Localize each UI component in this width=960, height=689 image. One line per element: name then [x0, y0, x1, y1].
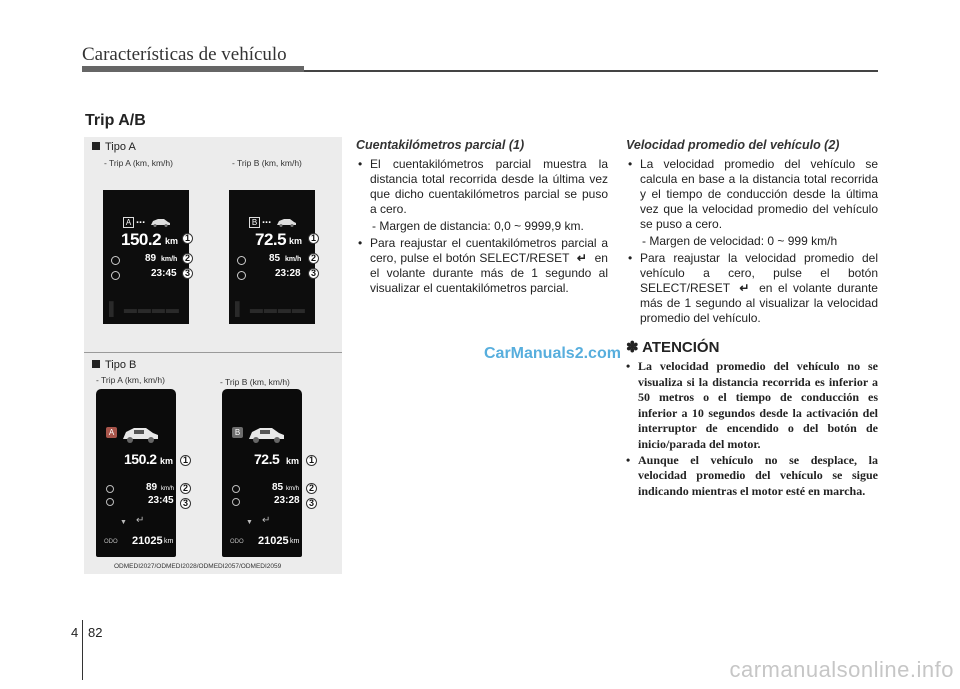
distance-unit: km [160, 456, 174, 466]
avg-speed: 85 [272, 482, 284, 493]
trip-distance: 150.2 [124, 451, 157, 467]
figure-divider [84, 352, 342, 353]
avg-speed: 85 [269, 253, 281, 264]
distance-unit: km [165, 236, 179, 246]
callout-2: 2 [180, 483, 191, 494]
header-rule-thin [304, 70, 878, 72]
attention-bullet-1: • La velocidad promedio del vehículo no se visualiza si la distancia recorrida es inferior a 50 metros o el tiempo de conducción es inferior a 10 segundos desde la activación del interruptor de encendido o del botón de inicio/parada del motor. [626, 359, 878, 453]
distance-unit: km [289, 236, 303, 246]
type-b-label: Tipo B [92, 359, 136, 371]
enter-icon: ↵ [576, 251, 587, 265]
car-icon [120, 425, 160, 443]
page-number: 82 [88, 625, 103, 640]
avg-speed-bullet-1: • La velocidad promedio del vehículo se calcula en base a la distancia total recorrida y el tiempo de conducción desde la última vez que la velocidad promedio del vehículo se puso a cero. [626, 157, 878, 232]
car-icon [246, 425, 286, 443]
type-b-trip-b-screen [222, 389, 302, 557]
down-arrow-icon: ▼ [120, 519, 127, 526]
callout-3: 3 [182, 268, 193, 279]
trip-odometer-bullet-2: • Para reajustar el cuentakilómetros parcial a cero, pulse el botón SELECT/RESET ↵ en el volante durante más de 1 segundo al visualizar el cuentakilómetros parcial. [356, 236, 608, 296]
type-a-label: Tipo A [92, 141, 136, 153]
section-title: Trip A/B [85, 112, 146, 129]
callout-2: 2 [182, 253, 193, 264]
type-b-trip-a-screen [96, 389, 176, 557]
trip-a-badge: A [106, 427, 117, 438]
type-a-sub-left: - Trip A (km, km/h) [104, 158, 173, 168]
trip-dots: ... [136, 214, 146, 226]
odo-unit: km [290, 538, 300, 545]
type-a-sub-right: - Trip B (km, km/h) [232, 158, 302, 168]
drive-time: 23:28 [274, 495, 300, 506]
speed-gauge-icon [111, 256, 120, 265]
enter-icon: ↵ [739, 281, 750, 295]
avg-speed-bullet-2: • Para reajustar la velocidad promedio del vehículo a cero, pulse el botón SELECT/RESET ↵ en el volante durante más de 1 segundo al visualizar la velocidad promedio del vehículo. [626, 251, 878, 326]
avg-speed: 89 [146, 482, 158, 493]
callout-1: 1 [182, 233, 193, 244]
distance-range: - Margen de distancia: 0,0 ~ 9999,9 km. [372, 219, 584, 233]
trip-distance: 72.5 [255, 230, 287, 249]
trip-distance: 150.2 [121, 230, 162, 249]
header-rule [82, 66, 304, 72]
odo-label: ODO [230, 539, 244, 545]
type-b-sub-left: - Trip A (km, km/h) [96, 375, 165, 385]
callout-3: 3 [180, 498, 191, 509]
attention-title: ✽ ATENCIÓN [626, 339, 720, 356]
drive-time: 23:45 [151, 268, 177, 279]
trip-dots: ... [262, 214, 272, 226]
distance-unit: km [286, 456, 300, 466]
car-icon [275, 218, 297, 227]
trip-distance: 72.5 [254, 451, 280, 467]
callout-2: 2 [306, 483, 317, 494]
attention-bullet-2: • Aunque el vehículo no se desplace, la velocidad promedio del vehículo se sigue indicando mientras el motor esté en marcha. [626, 453, 878, 500]
odo-unit: km [164, 538, 174, 545]
page-rule [82, 620, 83, 680]
speed-unit: km/h [161, 256, 178, 263]
callout-1: 1 [180, 455, 191, 466]
site-watermark: carmanualsonline.info [729, 657, 954, 682]
chapter-number: 4 [71, 625, 79, 640]
trip-b-badge: B [232, 427, 243, 438]
trip-odometer-heading: Cuentakilómetros parcial (1) [356, 138, 525, 152]
avg-speed-heading: Velocidad promedio del vehículo (2) [626, 138, 840, 152]
type-b-sub-right: - Trip B (km, km/h) [220, 377, 290, 387]
trip-b-badge: B [249, 217, 260, 228]
trip-odometer-bullet-1: • El cuentakilómetros parcial muestra la distancia total recorrida desde la última vez que dicho cuentakilómetros parcial se puso a cero. [356, 157, 608, 217]
drive-time: 23:28 [275, 268, 301, 279]
speed-range: - Margen de velocidad: 0 ~ 999 km/h [642, 234, 838, 248]
avg-speed: 89 [145, 253, 157, 264]
clock-icon [237, 271, 246, 280]
speed-gauge-icon [232, 485, 240, 493]
speed-unit: km/h [161, 486, 175, 492]
square-icon [92, 360, 100, 368]
callout-3: 3 [308, 268, 319, 279]
trip-a-badge: A [123, 217, 134, 228]
callout-1: 1 [306, 455, 317, 466]
car-icon [149, 218, 171, 227]
clock-icon [106, 498, 114, 506]
down-arrow-icon: ▼ [246, 519, 253, 526]
odo-value: 21025 [258, 535, 289, 547]
enter-icon: ↵ [136, 515, 145, 526]
square-icon [92, 142, 100, 150]
clock-icon [232, 498, 240, 506]
speed-gauge-icon [237, 256, 246, 265]
callout-2: 2 [308, 253, 319, 264]
type-a-trip-a-screen [103, 190, 189, 324]
speed-unit: km/h [286, 486, 300, 492]
figure-code: ODMEDI2027/ODMEDI2028/ODMEDI2057/ODMEDI2059 [114, 563, 282, 570]
ghost-bar: ▌ ▬▬▬▬ [235, 301, 306, 316]
callout-1: 1 [308, 233, 319, 244]
clock-icon [111, 271, 120, 280]
ghost-bar: ▌ ▬▬▬▬ [109, 301, 180, 316]
speed-unit: km/h [285, 256, 302, 263]
odo-value: 21025 [132, 535, 163, 547]
drive-time: 23:45 [148, 495, 174, 506]
trip-odometer-column [356, 138, 608, 296]
avg-speed-column [626, 138, 878, 499]
callout-3: 3 [306, 498, 317, 509]
enter-icon: ↵ [262, 515, 271, 526]
odo-label: ODO [104, 539, 118, 545]
watermark: CarManuals2.com [484, 345, 621, 362]
type-a-trip-b-screen [229, 190, 315, 324]
header-title: Características de vehículo [82, 44, 287, 65]
speed-gauge-icon [106, 485, 114, 493]
